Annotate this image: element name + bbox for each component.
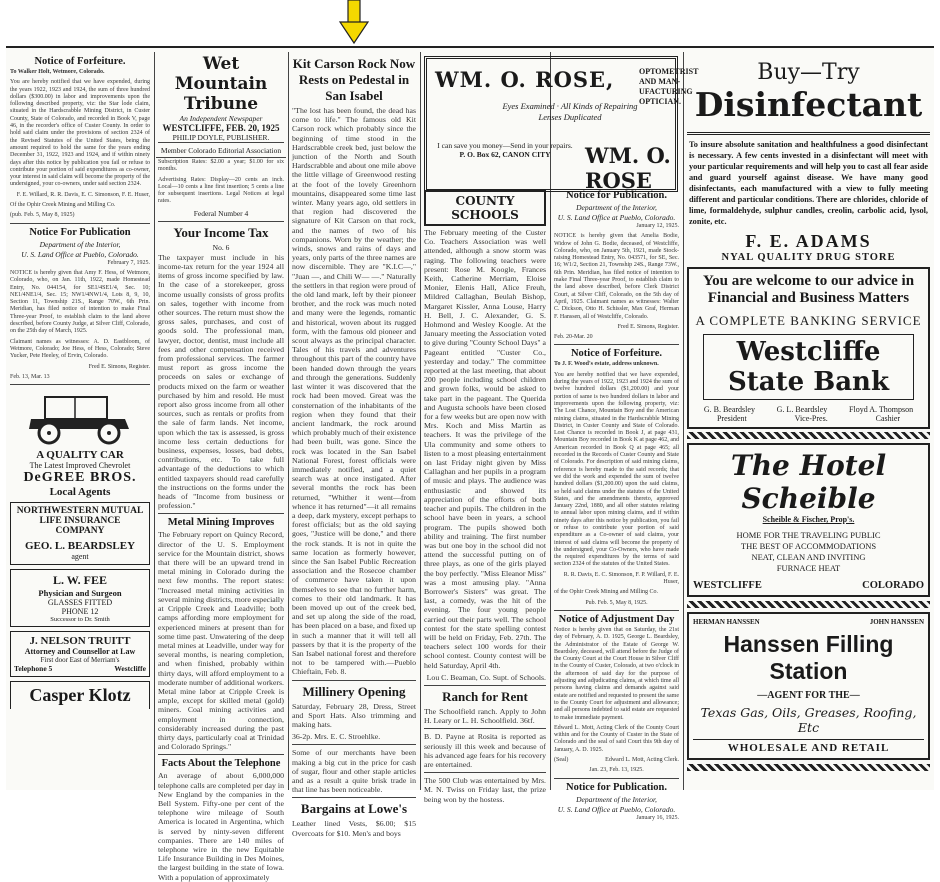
forf2-signers: R. R. Davis, E. C. Simonson, F. P. Willard, F. E. Huser, [563, 571, 679, 586]
column-2 [156, 54, 286, 882]
bank-welcome: You are welcome to our advice in Financial and Business Matters [702, 273, 915, 306]
masthead-sub: An Independent Newspaper [179, 114, 263, 123]
forfeiture-owner: Of the Ophir Creek Mining and Milling Co. [10, 202, 116, 209]
rose-eyes: Eyes Examined · All Kinds of Repairing [502, 101, 638, 111]
pub-notice-text: NOTICE is hereby given that Amelia Bodie, Widow of John G. Bodie, deceased, of Westcliffe, Colorado, who, on January 5th, 1921, made Stock-raising Homestead Entry, No. 043571, for SE, Sec. 16; W1/2, Section 21, Township 24S., Range 73W., 6th Prin. Meridian, has filed notice of intention to make Final Three-year Proof, to establish claim to the land above described, before Clerk District Court, at Silver Cliff, Colorado, on the 5th day of April, 1925. Claimant names as witnesses: Walter C. Dickson, Otto H. Schissler, Max Graf, Herman F. Hanssen, all of Westcliffe, Colorado. [554, 233, 679, 320]
hotel-ad [687, 443, 930, 597]
attorney-location: First door East of Merriam's [40, 656, 120, 665]
masthead [158, 54, 284, 143]
rose-save: I can save you money—Send in your repairs. [437, 141, 573, 150]
bank-role-2: Vice-Pres. [794, 414, 828, 423]
column-3 [290, 54, 418, 838]
ranch-title: Ranch for Rent [442, 688, 528, 704]
disinfectant-word: Disinfectant [694, 85, 923, 124]
chevrolet-car-illustration [25, 389, 135, 445]
forfeiture-title: Notice of Forfeiture. [34, 56, 126, 67]
bargains-text: Leather lined Vests, $6.00; $15 Overcoats for $10. Men's and boys [292, 819, 416, 838]
millinery-signer: 36-2p. Mrs. E. C. Stroehlke. [292, 732, 381, 742]
column-5 [552, 188, 681, 821]
bank-officer-3: Floyd A. Thompson [849, 405, 914, 414]
bank-service: A COMPLETE BANKING SERVICE [695, 313, 922, 328]
adams-name: F. E. ADAMS [745, 231, 872, 251]
telephone-title: Facts About the Telephone [161, 758, 281, 770]
decorative-border [687, 601, 930, 608]
masthead-subscription: Subscription Rates: $2.00 a year; $1.00 for six months. [158, 159, 284, 173]
pub-notice-office: U. S. Land Office at Pueblo, Colorado. [557, 213, 676, 222]
adjustment-clerk: Edward L. Mott, Acting Clerk. [605, 757, 679, 763]
forfeiture-text: You are hereby notified that we have expended, during the years 1922, 1923 and 1924, the sum of three hundred dollars ($300.00) in labor and improvements upon the following described property, viz: the Star lode claim, situated in the Hardscrabble Mining District, in Custer County, State of Colorado, and recorded in Book V, page 46, in the recorder's office of Custer County. In order to hold said claim under the provisions of section 2324 of the Revised Statutes of the United States, being the amount required to hold the same for the years ending December 31, 1922, 1923 and 1924, and if within ninety days after this notice by publication you fail or refuse to contribute your portion of said expenditures as co-owner, your interest in said claim will become the property of the undersigned, your co-owners, under said section 2324. [10, 79, 150, 188]
pub-notice-dept: Department of the Interior, [576, 203, 657, 212]
pointer-arrow-icon [339, 0, 369, 44]
hotel-line-4: FURNACE HEAT [776, 563, 841, 573]
insurance-title: NORTHWESTERN MUTUAL LIFE INSURANCE COMPANY [16, 506, 144, 537]
masthead-advertising: Advertising Rates: Display—20 cents an inch. Local—10 cents a line first insertion; 5 cents a line for subsequent insertions. Legal Notices at legal rates. [158, 176, 284, 205]
bank-officer-2: G. L. Beardsley [776, 405, 828, 414]
hanssen-agent: —AGENT FOR THE— [757, 690, 860, 701]
millinery-title: Millinery Opening [302, 683, 406, 699]
publication-pub-dates: Feb. 13, Mar. 13 [10, 373, 50, 380]
hotel-line-3: NEAT, CLEAN AND INVITING [751, 552, 866, 562]
hanssen-left-name: HERMAN HANSSEN [693, 618, 760, 626]
physician-title: Physician and Surgeon [38, 588, 122, 599]
merchants-text: Some of our merchants have been making a big cut in the price for cash of sugar, flour and other staple articles and as a result a quite brisk trade in that line has been noticeable. [292, 748, 416, 795]
ranch-text: The Schoolfield ranch. Apply to John H. Leary or L. H. Schoolfield. 36tf. [424, 706, 546, 726]
pub2-dept: Department of the Interior, [576, 794, 657, 804]
metal-mining-text: The February report on Quincy Record, director of the U. S. Employment service for the Mountain district, shows that there will be an upward trend in metal mining in Colorado during the next few months. The report states: "Increased metal mining activities in several mining districts, more especially at Cripple Creek and Leadville; both camps affording more employment for experienced miners at present than for some time past. Unwatering of the deep metal mines at Leadville, under way for several months, is nearing completion, and when finished, probably within thirty days, will afford employment to a moderate number of additional workers. Metal mine labor at Cripple Creek is ample, except for skilled metal (gold) miners. Coal mining activities and employment in connection, considerably increased during the past thirty days, particularly coal at Trinidad and Colorado Springs." [158, 530, 284, 752]
physician-successor: Successor to Dr. Smith [50, 616, 110, 624]
hanssen-items: Texas Gas, Oils, Greases, Roofing, Etc [700, 705, 917, 735]
publication-witnesses: Claimant names as witnesses: A. D. Eastbloom, of Wetmore, Colorado; Joe Hess, of Hess, Colorado; Steve Yucker, Pete Heeley, of Ervin, Colorado. [10, 338, 150, 360]
physician-name: L. W. FEE [52, 573, 108, 588]
bank-role-1: President [716, 414, 747, 423]
attorney-town: Westcliffe [114, 664, 146, 674]
masthead-name: Wet Mountain Tribune [174, 54, 268, 114]
metal-mining-title: Metal Mining Improves [167, 517, 275, 529]
rose-optician-ad [424, 56, 699, 193]
casper-ad [10, 681, 150, 709]
insurance-agent: GEO. L. BEARDSLEY [24, 540, 136, 553]
income-tax-number: No. 6 [212, 242, 230, 252]
forf2-owner: of the Ophir Creek Mining and Milling Co. [554, 589, 658, 596]
pub2-date: January 16, 1925. [636, 814, 679, 821]
decorative-border [687, 432, 930, 439]
physician-glasses: GLASSES FITTED [47, 598, 113, 608]
hotel-props: Scheible & Fischer, Prop's. [762, 515, 855, 524]
income-tax-title: Your Income Tax [173, 224, 269, 240]
bargains-title: Bargains at Lowe's [300, 801, 408, 817]
publication-dept: Department of the Interior, [39, 239, 121, 249]
rose-name-2: WM. O. ROSE [585, 143, 671, 193]
forf2-addressee: To J. F. Wood's estate, address unknown. [554, 361, 659, 368]
forfeiture-signers: F. E. Willard, R. R. Davis, E. C. Simonson, F. E. Huser, [16, 191, 150, 198]
insurance-ad [10, 502, 150, 565]
publication-office: U. S. Land Office at Pueblo, Colorado. [21, 249, 139, 259]
hanssen-right-name: JOHN HANSSEN [869, 618, 924, 626]
insurance-role: agent [71, 552, 89, 562]
disinfectant-text: To insure absolute sanitation and healthfulness a good disinfectant is necessary. A few cents invested in a disinfectant will meet with your particular requirements and will help you to cast all fear aside and guard yourself against disease. We have many good disinfectants, each manufactured with a view to fully meeting different and particular conditions. There are chlorides, chloride of lime, formaldehyde, sulphur candles, creolin, carbolic acid, lysol, zonite, etc. [689, 140, 928, 226]
masthead-number: Federal Number 4 [193, 208, 249, 218]
forf2-pub: Pub. Feb. 5, May 8, 1925. [585, 599, 648, 606]
telephone-text: An average of about 6,000,000 telephone calls are completed per day in New England by the companies in the Bell System. Fifty-one per cent of the telephone wire mileage of South America is located in Argentina, which is served by ninty-seven different companies. There are 140 miles of telephone wire in the new Equitable Life Insurance Building in Des Moines, the largest building in the state of Iowa. With a population of approximately [158, 771, 284, 882]
hotel-town: WESTCLIFFE [693, 580, 762, 591]
decorative-border [687, 764, 930, 771]
pub-notice-dates: Feb. 20-Mar. 20 [554, 334, 593, 341]
column-1 [8, 54, 152, 790]
masthead-dateline: WESTCLIFFE, FEB. 20, 1925 [162, 123, 280, 133]
masthead-publisher: PHILIP DOYLE, PUBLISHER. [172, 133, 270, 142]
county-schools-text: The February meeting of the Custer Co. Teachers Association was well attended, although a snow storm was raging. The following teachers were present: Rose M. Koogle, Frances Keith, Catherine Merriam, Eloise Monier, Elenis Hall, Alice Freuh, Mildred Callaghan, Beulah Bishop, Margaret Kissler, Anna Louse, Harry H. Bell, J. C. Alexander, G. S. Hohmond and Wesley Koogle. At the January meeting the Association voted to give during "County School Days" a Pageant entitled "Custer Co., yesterday and today." The committee reported at the last meeting, that about 200 people including school children and grown folks, would be asked to take part in the pageant. The Querida and Augusta schools have been closed for a few weeks but are open now with Mrs. Koch and Miss Martin as teachers. It was the privilege of the Ula community and some others to listen to a most pleasing entertainment on last Friday night given by Miss Callaghan and her pupils in a program of music and plays. The audience was enthusiastic and showed its appreciation of the efforts of both teacher and pupils. The children in the school have been in years, a school program. The pupils showed both ability and training. The first number was but one boy in the school did not attend the successful putting on of three plays, as one of the girls played the boy perfectly. "Miss Eleanor Miss" was a most amusing play. "Anna Borrower's Sisters" was great. The last, a comedy, was the hit of the evening. The four young people carried out their parts well. The school contest for the state spelling contest will be held on Friday, Feb. 27th. The teachers select 100 words for their school contest. County contest will be held Saturday, April 4th. [424, 228, 547, 670]
rose-lenses: Lenses Duplicated [538, 112, 602, 122]
column-rule [154, 52, 155, 790]
county-schools-signer: Lou C. Beaman, Co. Supt. of Schools. [426, 672, 546, 682]
attorney-phone: Telephone 5 [14, 664, 53, 674]
newspaper-sheet [6, 46, 934, 882]
kit-carson-text: "The lost has been found, the dead has come to life." The famous old Kit Carson rock which probably since the beginning of time stood in the Hardscrabble creek bed, just below the junction of the North and South Hardscrabble and about one mile above the little village of Greenwood resting at the foot of the lovely Greenhorn mountains, disappeared some time last winter. Many years ago, old settlers in that region had discovered the signature of Kit Carson on that rock, and the names of two of his companions. Worn by the weather; the winds, snows and rains of days and years, only parts of the three names are now discernible. They are "K.I.C—," "Juan —, and Chili W— —." Naturally the settlers in that region were proud of the old land mark, left by their pioneer brother, and the rock was much noted and many were the legends, romantic and historical, woven about its rugged form, with the famous old pioneer and scout always as the principal character. Tales of his travels and adventures throughout this part of the country have been handed down through the years and through the generations. Suddenly last winter it was discovered that the rock had been moved. Great was the consternation of the inhabitants of the region when they found that their ancient landmark, the rock around which probably much of their existence had been built, was gone. Since the rock was located in the San Isabel National Forest, forest officials were immediately notified, and a quiet search was at once instigated. After several months the rock has been returned, "Whither it went—from whence it has returned"—it all remains a deep, dark mystery, except perhaps to forest officials; but as the old saying goes, "Justice will be done," and there the rock stands. It is not in quite the same location as formerly however, since the San Isabel Public Recreation association and the Rosecoe chamber of commerce have taken it upon themselves to see that no further harm, comes to their old landmark. It has been moved up out of the creek bed, and set up along the side of the road, has been placed on a base, and fixed up in such a manner that it will tell all passers by that it is the property of the San Isabel national forest and therefore not to be tampered with.—Pueblo Chieftain, Feb. 8. [292, 106, 416, 677]
attorney-title: Attorney and Counsellor at Law [24, 647, 136, 657]
rose-box: P. O. Box 62, CANON CITY [459, 150, 551, 159]
attorney-ad [10, 631, 150, 677]
pub-notice-register: Fred E. Simons, Register. [617, 323, 679, 330]
bank-ad [687, 267, 930, 429]
pub2-office: U. S. Land Office at Pueblo, Colorado. [557, 804, 676, 814]
bank-role-3: Cashier [875, 414, 901, 423]
nyal-store: NYAL QUALITY DRUG STORE [721, 252, 896, 263]
forf2-title: Notice of Forfeiture. [570, 348, 663, 360]
rose-name: WM. O. ROSE, [435, 67, 615, 92]
pub-notice-title: Notice for Publication. [565, 190, 667, 201]
adjustment-seal: (Seal) [554, 757, 569, 763]
adjustment-dates: Jan. 23, Feb. 13, 1925. [589, 767, 644, 774]
hotel-line-2: THE BEST OF ACCOMMODATIONS [740, 541, 877, 551]
column-4a [422, 188, 548, 804]
hanssen-retail: WHOLESALE AND RETAIL [693, 739, 924, 754]
millinery-text: Saturday, February 28, Dress, Street and Sport Hats. Also trimming and making hats. [292, 701, 416, 729]
adjustment-text: Notice is hereby given that on Saturday, the 21st day of February, A. D. 1925, George L. Beardsley, the Administrator of the Estate of George W. Beardsley, deceased, will attend before the Judge of the County Court at the Court House in Silver Cliff in the County of Custer, Colorado, at two o'clock in the afternoon of said day for the purpose of adjusting and adjudicating claims, at which time all persons having claims and demands against said estate are notified and requested to present the same to the County Court for adjustment and allowance; and all persons indebted to said estate are requested to make immediate payment. [554, 626, 679, 721]
adjustment-sign: Edward L. Mott, Acting Clerk of the County Court within and for the County of Custer in the State of Colorado and the seal of said Court this 9th day of January, A. D. 1925. [554, 724, 679, 753]
car-ad-dealer: DeGREE BROS. [23, 470, 137, 486]
hotel-state: COLORADO [862, 580, 924, 591]
physician-phone: PHONE 12 [61, 607, 99, 617]
column-rule [420, 52, 421, 790]
column-rule [288, 52, 289, 790]
hanssen-station-name: Hanssen Filling Station [723, 631, 894, 684]
pub2-title: Notice for Publication. [565, 781, 667, 793]
car-ad-agents: Local Agents [49, 486, 111, 499]
filling-station-ad [687, 612, 930, 760]
casper-name: Casper Klotz [29, 685, 131, 706]
publication-title: Notice For Publication [29, 226, 131, 238]
publication-date: February 7, 1925. [107, 259, 150, 266]
column-6 [685, 54, 932, 790]
kit-carson-title: Kit Carson Rock Now Rests on Pedestal in San Isabel [292, 56, 416, 103]
pub-notice-date: January 12, 1925. [636, 223, 679, 229]
bank-officer-1: G. B. Beardsley [703, 405, 755, 414]
payne-text: B. D. Payne at Rosita is reported as seriously ill this week and because of his advanced age fears for his recovery are entertained. [424, 732, 546, 769]
publication-register: Fred E. Simons, Register. [88, 363, 150, 370]
hotel-line-1: HOME FOR THE TRAVELING PUBLIC [736, 530, 881, 540]
income-tax-text: The taxpayer must include in his income-tax return for the year 1924 all items of gross income specified by law. In the case of a storekeeper, gross income usually consists of gross profits on sales, together with income from other sources. The return must show the gross sales, purchases, and cost of goods sold. The professional man, lawyer, doctor, dentist, must include all fees and other compensation received from professional services. The farmer must report as gross income the proceeds on sales or exchange of products mixed on the farm or weather purchased by him and resold. He must report also gross income from all other sources, such as rentals or profits from the sale of farm lands. Net income, upon which the tax is assessed, is gross income less certain deductions for business, expenses, losses, bad debts, contributions, etc. To take full advantage of the deductions to which entitled taxpayers should read carefully the instructions on the forms under the heads of "Income from business or profession." [158, 252, 284, 511]
publication-text: NOTICE is hereby given that Amy F. Hess, of Wetmore, Colorado, who, on Jan. 11th, 1922, made Homestead Entry, No. 044154, for SE1/4SE1/4, Sec. 10; NE1/4NE1/4, Sec. 15; NW1/4NW1/4, Lots 8, 9, 10, Section 11, Township 21S., Range 70W., 6th Prin. Meridian, has filed notice of intention to make Final Three-year Proof, to establish claim to the land above described, before County Judge, at Silver Cliff, Colorado, on the 25th day of March, 1925. [10, 269, 150, 335]
masthead-member: Member Colorado Editorial Association [156, 146, 286, 158]
disinfectant-ad [687, 54, 930, 135]
hotel-name: The Hotel Scheible [730, 449, 887, 515]
buy-try: Buy—Try [757, 60, 860, 85]
forfeiture-addressee: To Walker Holt, Wetmore, Colorado. [10, 69, 105, 75]
rose-optometrist: OPTOMETRIST AND MAN-UFACTURING OPTICIAN. [639, 67, 699, 106]
forfeiture-pub: (pub. Feb. 5, May 8, 1925) [10, 212, 75, 219]
car-ad-line: The Latest Improved Chevrolet [29, 461, 131, 471]
club-text: The 500 Club was entertained by Mrs. M. N. Twiss on Friday last, the prize being won by the hostess. [424, 776, 546, 804]
physician-ad [10, 569, 150, 627]
county-schools-title: COUNTY SCHOOLS [424, 190, 546, 226]
car-ad-title: A QUALITY CAR [36, 449, 124, 462]
attorney-name: J. NELSON TRUITT [29, 635, 131, 648]
bank-name: Westcliffe State Bank [703, 334, 914, 400]
forf2-text: You are hereby notified that we have expended, during the years of 1922, 1923 and 1924 the sum of twelve hundred dollars ($1,200.00) and your portion of same is two hundred dollars in labor and improvements upon the following property, viz: The Lost Chance, Mountain Boy and the American mining claims, situated in the Hardscrabble Mining District, in Custer County and State of Colorado. Lost Chance is recorded in Book J, at page 431, Mountain Boy recorded in Book K at page 462, and American recorded in Book Q at page 465; all recorded in the Records of Custer County and State of Colorado. For description of said mining claims, reference is hereby made to the said records; that we did the work and expended the sum of twelve hundred dollars ($1,200.00) upon the said claims, so held said claims under the statutes of the United States, and the amendments thereto, approved January 22nd, 1880, and all other statutes relating to annual labor upon mining claims, and if within ninety days after this notice by publication, you fail or refuse to contribute your portion of said expenditure as a Co-owner of said claims, your interest of said claims will become the property of the undersigned, your Co-Owners, who have made the required expenditures by the terms of said section 2324 of the statutes of the United States. [554, 371, 679, 568]
adjustment-title: Notice of Adjustment Day [558, 613, 675, 625]
column-rule [683, 52, 684, 790]
